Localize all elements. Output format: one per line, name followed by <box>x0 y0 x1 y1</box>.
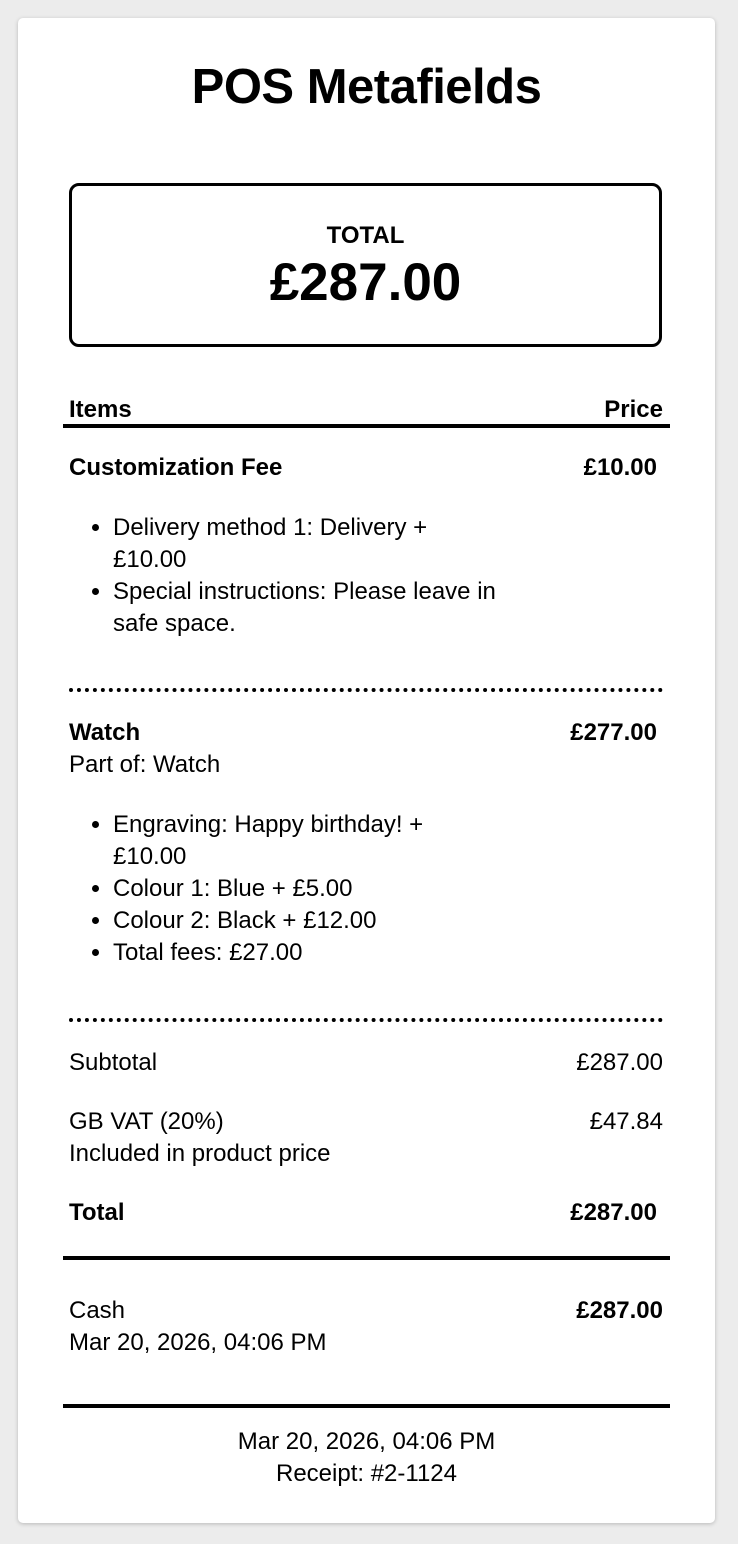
total-box <box>69 183 662 347</box>
item-divider <box>69 1018 663 1022</box>
receipt-number: Receipt: #2-1124 <box>275 1460 457 1487</box>
payment-method: Cash <box>69 1297 126 1324</box>
tax-label: GB VAT (20%) <box>69 1108 224 1135</box>
total-value: £287.00 <box>570 1199 657 1226</box>
tax-note: Included in product price <box>69 1140 331 1167</box>
page-title: POS Metafields <box>191 60 542 114</box>
line-item-name: Customization Fee <box>69 454 283 481</box>
receipt-card <box>18 18 715 1523</box>
summary-divider <box>63 1256 670 1260</box>
total-box-label: TOTAL <box>326 222 405 249</box>
price-column-header: Price <box>604 396 663 423</box>
line-item <box>69 452 663 652</box>
summary <box>69 1047 663 1247</box>
line-item-option: • Special instructions: Please leave in safe space. <box>113 576 503 640</box>
item-divider <box>69 688 663 692</box>
payment <box>69 1295 663 1365</box>
payment-datetime: Mar 20, 2026, 04:06 PM <box>69 1329 327 1356</box>
footer-datetime: Mar 20, 2026, 04:06 PM <box>237 1428 496 1455</box>
line-item-option: • Colour 1: Blue + £5.00 <box>113 873 503 905</box>
header-divider <box>63 424 670 428</box>
line-item-option: • Total fees: £27.00 <box>113 937 503 969</box>
line-item-option: • Colour 2: Black + £12.00 <box>113 905 503 937</box>
items-table-header <box>69 396 663 424</box>
payment-amount: £287.00 <box>576 1297 663 1324</box>
line-item-name: Watch <box>69 719 141 746</box>
line-item-price: £277.00 <box>570 719 657 746</box>
line-item <box>69 717 663 997</box>
items-column-header: Items <box>69 396 132 423</box>
line-item-price: £10.00 <box>583 454 657 481</box>
line-item-option: • Delivery method 1: Delivery + £10.00 <box>113 512 503 576</box>
tax-value: £47.84 <box>589 1108 663 1135</box>
subtotal-label: Subtotal <box>69 1049 158 1076</box>
line-item-options <box>69 809 503 969</box>
total-label: Total <box>69 1199 125 1226</box>
line-item-part-of: Part of: Watch <box>69 751 221 778</box>
line-item-option: • Engraving: Happy birthday! + £10.00 <box>113 809 503 873</box>
payment-divider <box>63 1404 670 1408</box>
line-item-options <box>69 512 503 640</box>
subtotal-value: £287.00 <box>576 1049 663 1076</box>
total-box-amount: £287.00 <box>269 253 462 312</box>
